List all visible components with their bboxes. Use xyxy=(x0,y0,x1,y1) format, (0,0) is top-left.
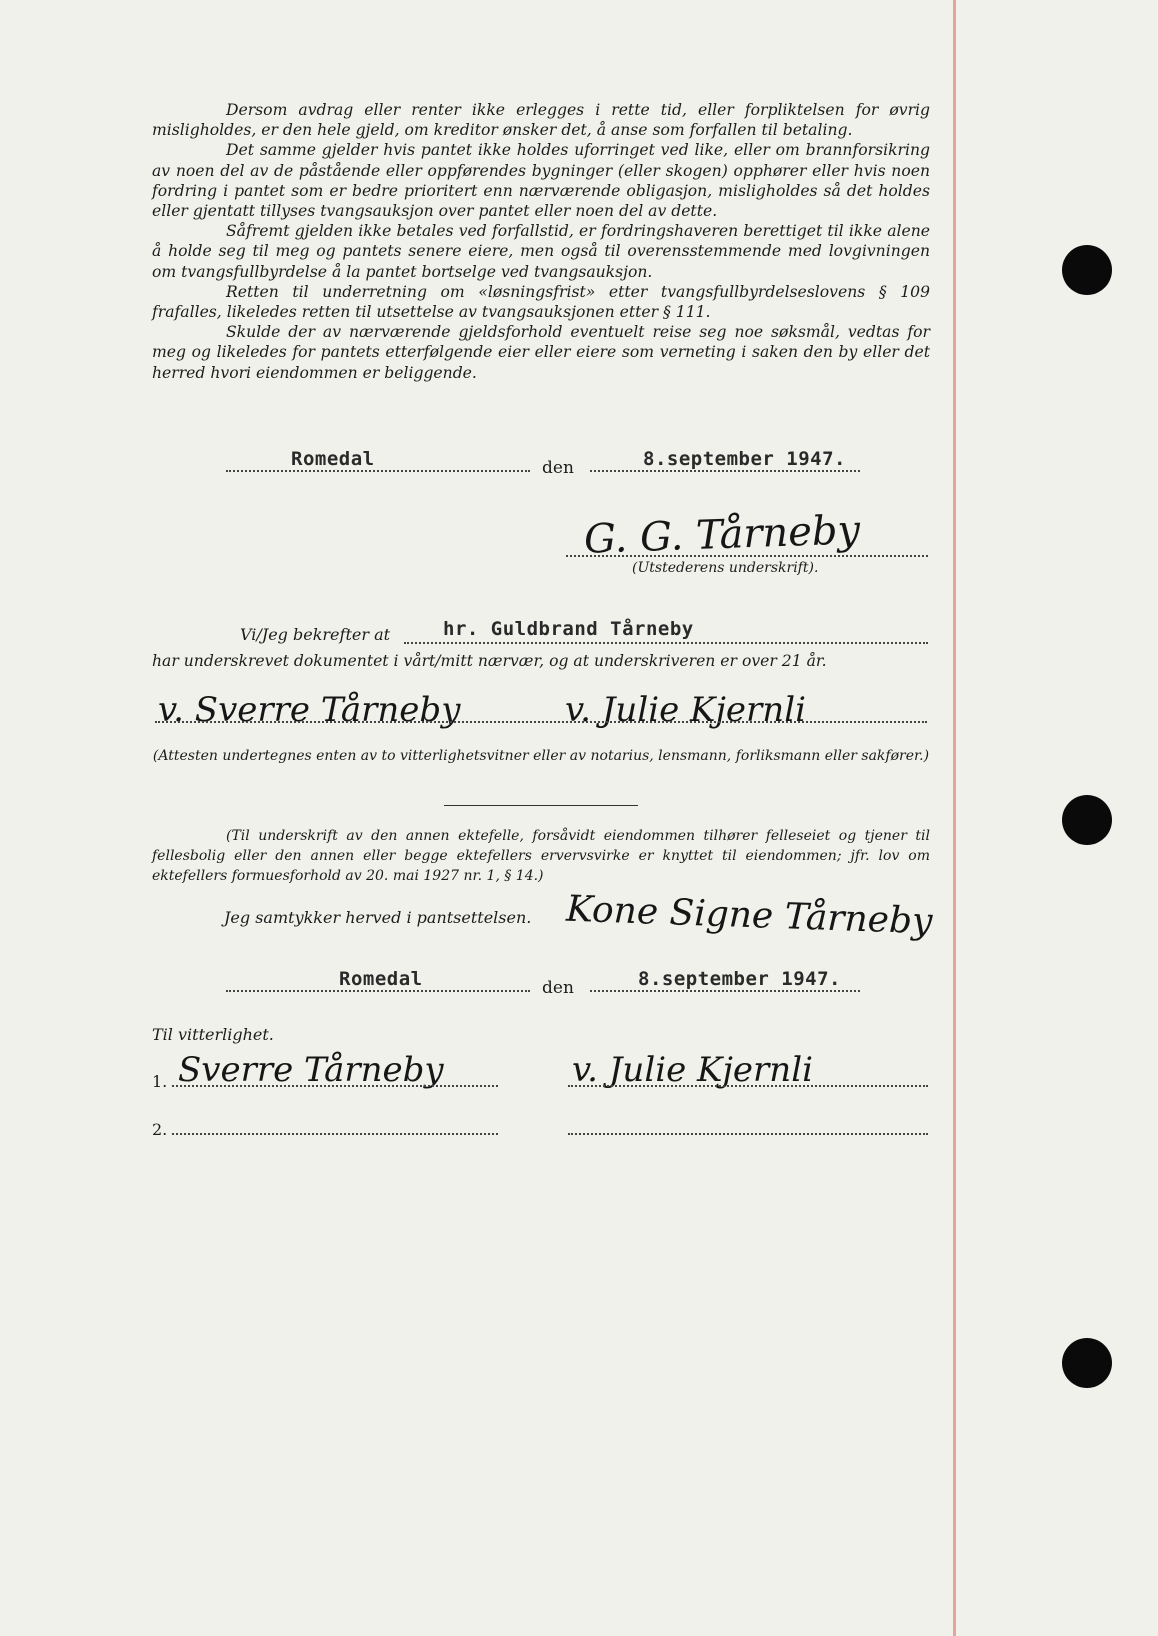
date-line xyxy=(590,470,860,472)
date-line-2 xyxy=(590,990,860,992)
place-line-2 xyxy=(226,990,530,992)
confirm-prefix: Vi/Jeg bekrefter at xyxy=(240,625,391,644)
witness-section-line-1a xyxy=(172,1085,498,1087)
spouse-note: (Til underskrift av den annen ektefelle, forsåvidt eiendommen tilhører felleseiet og tjener til fellesbolig eller den annen eller begge ektefellers ervervsvirke er knyttet til eiendommen; jfr. lov om ektefellers formuesforhold av 20. mai 1927 nr. 1, § 14.) xyxy=(152,828,930,884)
punch-hole xyxy=(1062,1338,1112,1388)
witness-section-line-1b xyxy=(568,1085,928,1087)
issuer-signature: G. G. Tårneby xyxy=(583,507,861,563)
paragraph-default: Dersom avdrag eller renter ikke erlegges i rette tid, eller forpliktelsen for øvrig misligholdes, er den hele gjeld, om kreditor ønsker det, å anse som forfallen til betaling. xyxy=(152,101,930,140)
confirm-name-line xyxy=(404,642,928,644)
place-value-2: Romedal xyxy=(339,968,423,990)
issuer-signature-line xyxy=(566,555,928,557)
divider xyxy=(444,805,638,806)
place-line xyxy=(226,470,530,472)
paragraph-collateral: Det samme gjelder hvis pantet ikke holdes uforringet ved like, eller om brannforsikring av noen del av de påstående eller oppførendes bygninger (eller skogen) opphører eller hvis noen fordring i pantet som er bedre prioritert enn nærværende obligasjon, misligholdes så det holdes eller gjentatt tillyses tvangsauksjon over pantet eller noen del av dette. xyxy=(152,141,930,221)
paragraph-due-date: Såfremt gjelden ikke betales ved forfallstid, er fordringshaveren berettiget til ikke alene å holde seg til meg og pantets senere eiere, men også til overensstemmende med lovgivningen om tvangsfullbyrdelse å la pantet bortselge ved tvangsauksjon. xyxy=(152,222,930,281)
place-value: Romedal xyxy=(291,448,375,470)
witness-number-2: 2. xyxy=(152,1120,168,1139)
date-value-2: 8.september 1947. xyxy=(638,968,841,990)
paragraph-redemption: Retten til underretning om «løsningsfrist» etter tvangsfullbyrdelseslovens § 109 frafalles, likeledes retten til utsettelse av tvangsauksjonen etter § 111. xyxy=(152,282,930,322)
attest-note: (Attesten undertegnes enten av to vitterlighetsvitner eller av notarius, lensmann, forliksmann eller sakfører.) xyxy=(152,748,930,764)
den-label: den xyxy=(542,458,574,478)
punch-hole xyxy=(1062,245,1112,295)
terms-text xyxy=(152,100,930,383)
punch-hole xyxy=(1062,795,1112,845)
margin-rule xyxy=(953,0,956,1636)
witness-section-signature-1: Sverre Tårneby xyxy=(178,1050,444,1090)
witness-section-signature-2: v. Julie Kjernli xyxy=(572,1050,813,1090)
issuer-caption: (Utstederens underskrift). xyxy=(632,560,819,576)
consent-text: Jeg samtykker herved i pantsettelsen. xyxy=(224,908,532,927)
den-label-2: den xyxy=(542,978,574,998)
witness-heading: Til vitterlighet. xyxy=(152,1025,274,1044)
witness-signature-1: v. Sverre Tårneby xyxy=(158,690,461,730)
date-value: 8.september 1947. xyxy=(643,448,846,470)
paragraph-venue: Skulde der av nærværende gjeldsforhold eventuelt reise seg noe søksmål, vedtas for meg og likeledes for pantets etterfølgende eier eller eiere som verneting i saken den by eller det herred hvori eiendommen er beliggende. xyxy=(152,323,930,382)
witness-section-line-2b xyxy=(568,1133,928,1135)
confirm-statement: har underskrevet dokumentet i vårt/mitt nærvær, og at underskriveren er over 21 år. xyxy=(152,652,827,670)
consent-signature: Kone Signe Tårneby xyxy=(565,888,934,943)
witness-number-1: 1. xyxy=(152,1072,168,1091)
witness-section-line-2a xyxy=(172,1133,498,1135)
confirm-name: hr. Guldbrand Tårneby xyxy=(443,618,694,640)
witness-signature-2: v. Julie Kjernli xyxy=(565,690,806,730)
witness-line xyxy=(155,721,927,723)
